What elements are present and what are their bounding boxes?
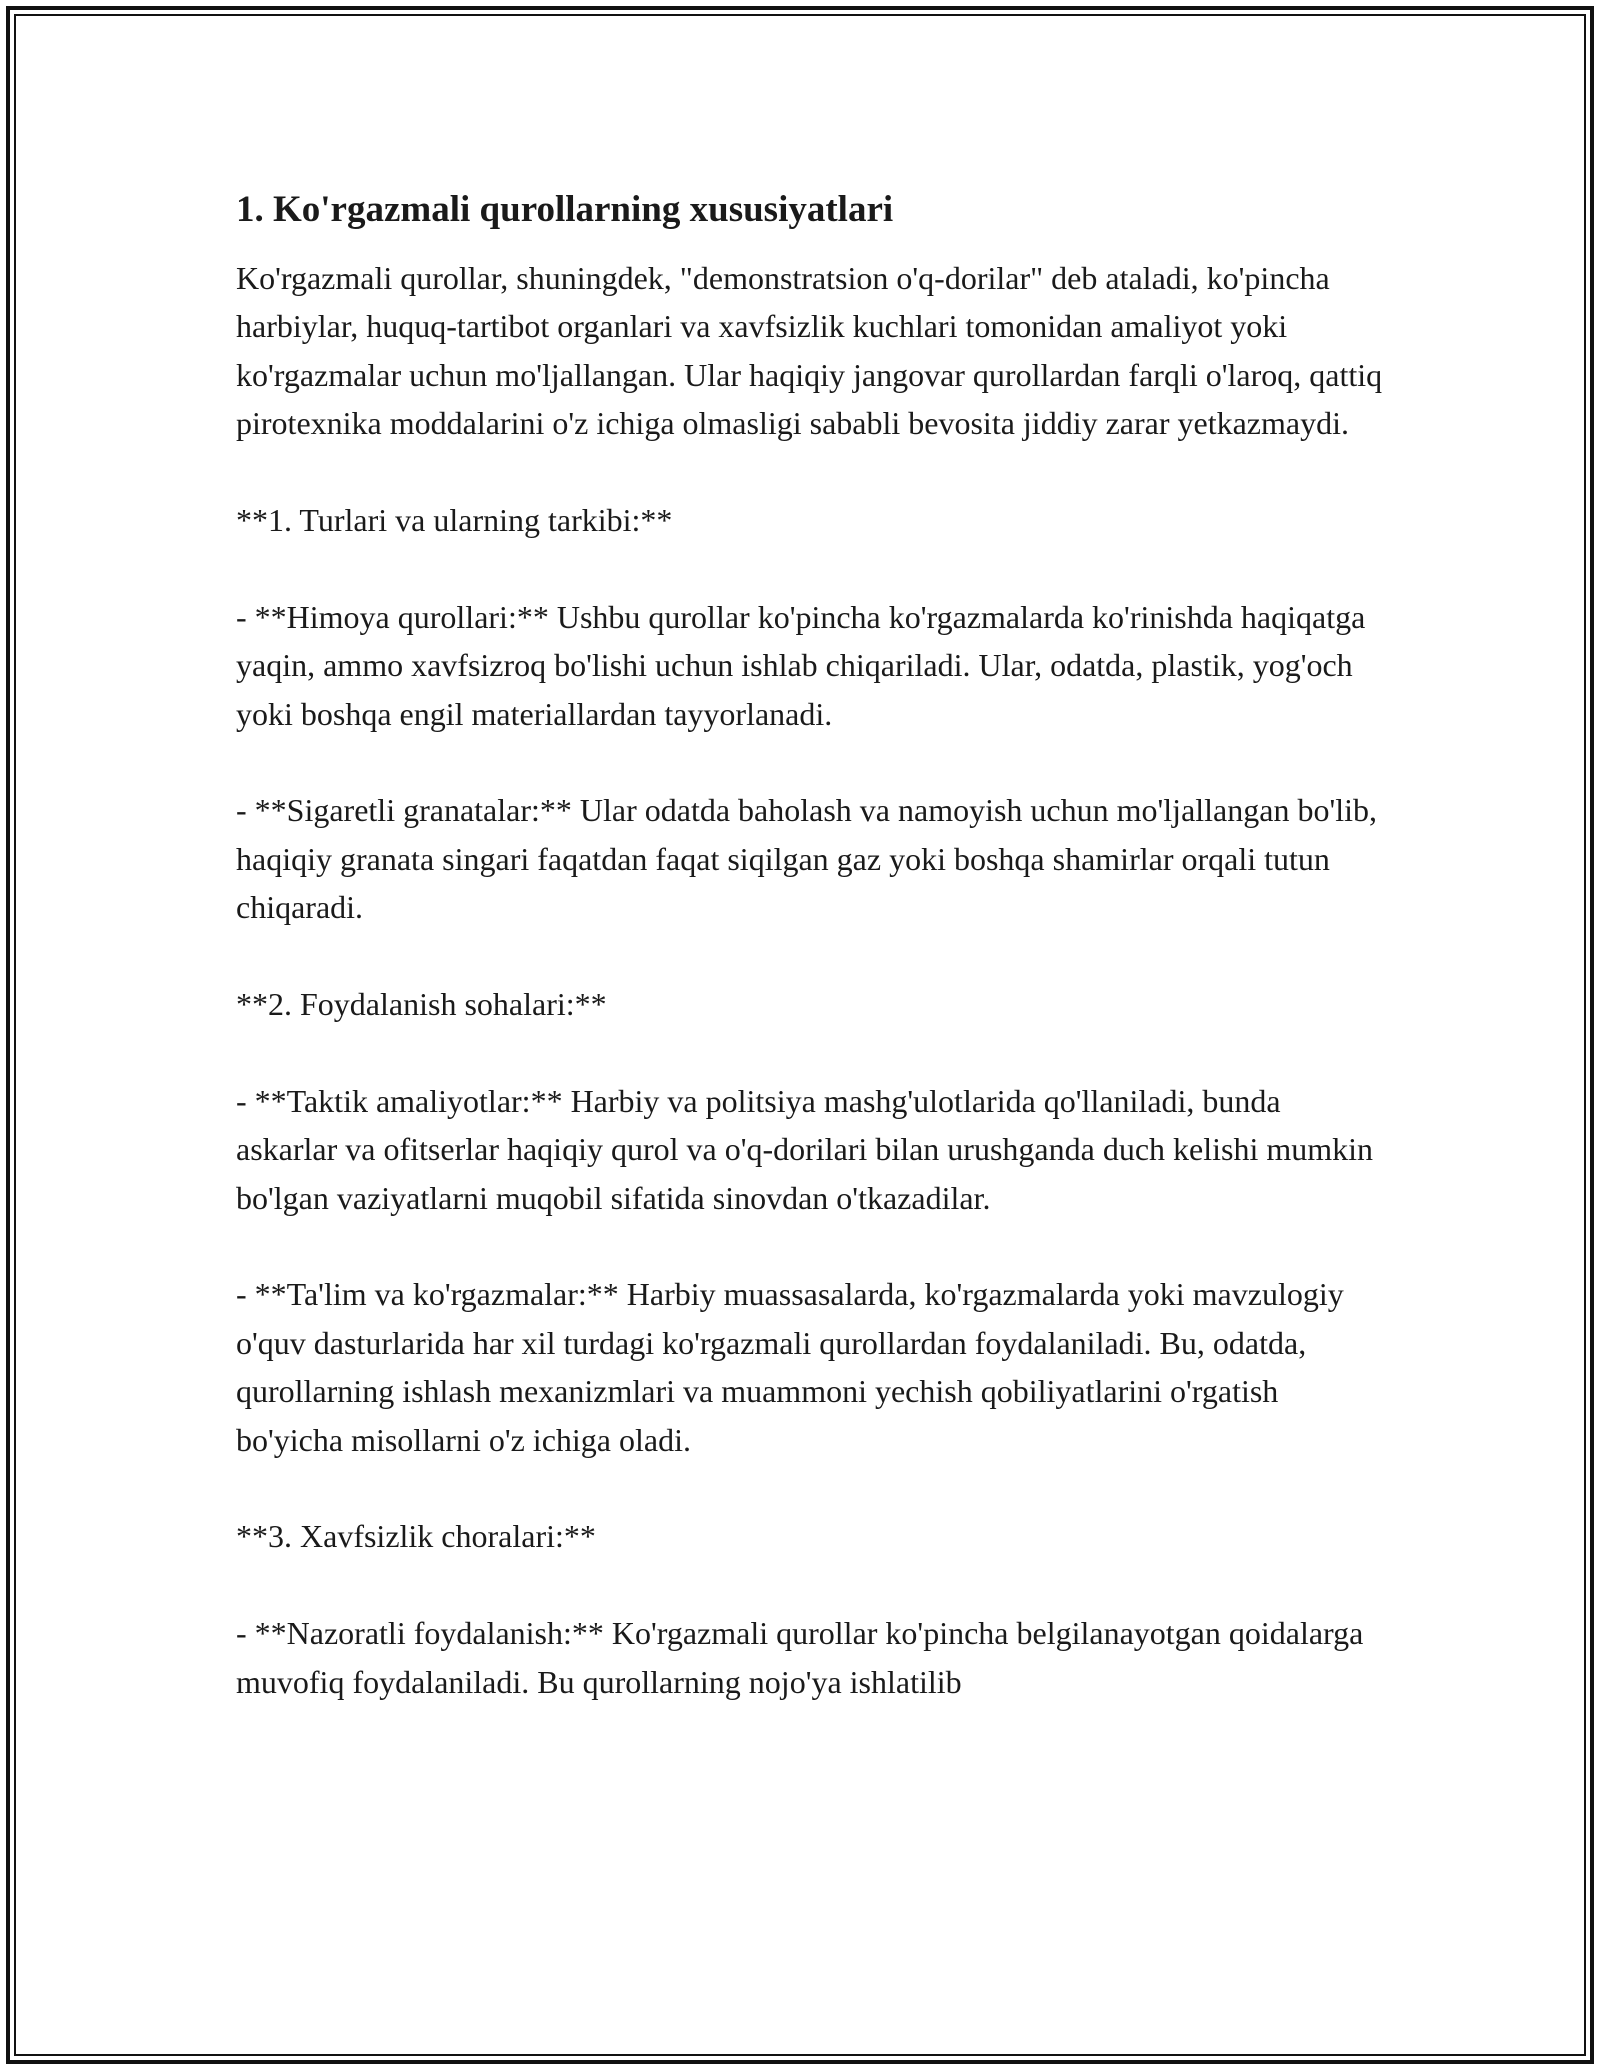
section-heading-types: **1. Turlari va ularning tarkibi:**	[236, 502, 673, 539]
section-heading-usage: **2. Foydalanish sohalari:**	[236, 986, 607, 1023]
list-item-tactical-exercises: - **Taktik amaliyotlar:** Harbiy va politsiya mashg'ulotlarida qo'llaniladi, bunda askarlar va ofitserlar haqiqiy qurol va o'q-dorilari bilan urushganda duch kelishi mumkin bo'lgan vaziyatlarni muqobil sifatida sinovdan o'tkazadilar.	[236, 1082, 1374, 1216]
paragraph-intro: Ko'rgazmali qurollar, shuningdek, "demonstratsion o'q-dorilar" deb ataladi, ko'pincha harbiylar, huquq-tartibot organlari va xavfsizlik kuchlari tomonidan amaliyot yoki ko'rgazmalar uchun mo'ljallangan. Ular haqiqiy jangovar qurollardan farqli o'laroq, qattiq pirotexnika moddalarini o'z ichiga olmasligi sababli bevosita jiddiy zarar yetkazmaydi.	[236, 260, 1383, 442]
list-item-smoke-grenades: - **Sigaretli granatalar:** Ular odatda baholash va namoyish uchun mo'ljallangan bo'lib, haqiqiy granata singari faqatdan faqat siqilgan gaz yoki boshqa shamirlar orqali tutun chiqaradi.	[236, 792, 1377, 926]
list-item-education-exhibitions: - **Ta'lim va ko'rgazmalar:** Harbiy muassasalarda, ko'rgazmalarda yoki mavzulogiy o'quv dasturlarida har xil turdagi ko'rgazmali qurollardan foydalaniladi. Bu, odatda, qurollarning ishlash mexanizmlari va muammoni yechish qobiliyatlarini o'rgatish bo'yicha misollarni o'z ichiga oladi.	[236, 1276, 1344, 1458]
list-item-protective-weapons: - **Himoya qurollari:** Ushbu qurollar ko'pincha ko'rgazmalarda ko'rinishda haqiqatga yaqin, ammo xavfsizroq bo'lishi uchun ishlab chiqariladi. Ular, odatda, plastik, yog'och yoki boshqa engil materiallardan tayyorlanadi.	[236, 598, 1366, 732]
document-title: 1. Ko'rgazmali qurollarning xususiyatlari	[236, 189, 894, 230]
list-item-controlled-use: - **Nazoratli foydalanish:** Ko'rgazmali qurollar ko'pincha belgilanayotgan qoidalarga muvofiq foydalaniladi. Bu qurollarning nojo'ya ishlatilib	[236, 1615, 1364, 1700]
document-body	[236, 186, 1386, 1754]
section-heading-safety: **3. Xavfsizlik choralari:**	[236, 1518, 596, 1555]
